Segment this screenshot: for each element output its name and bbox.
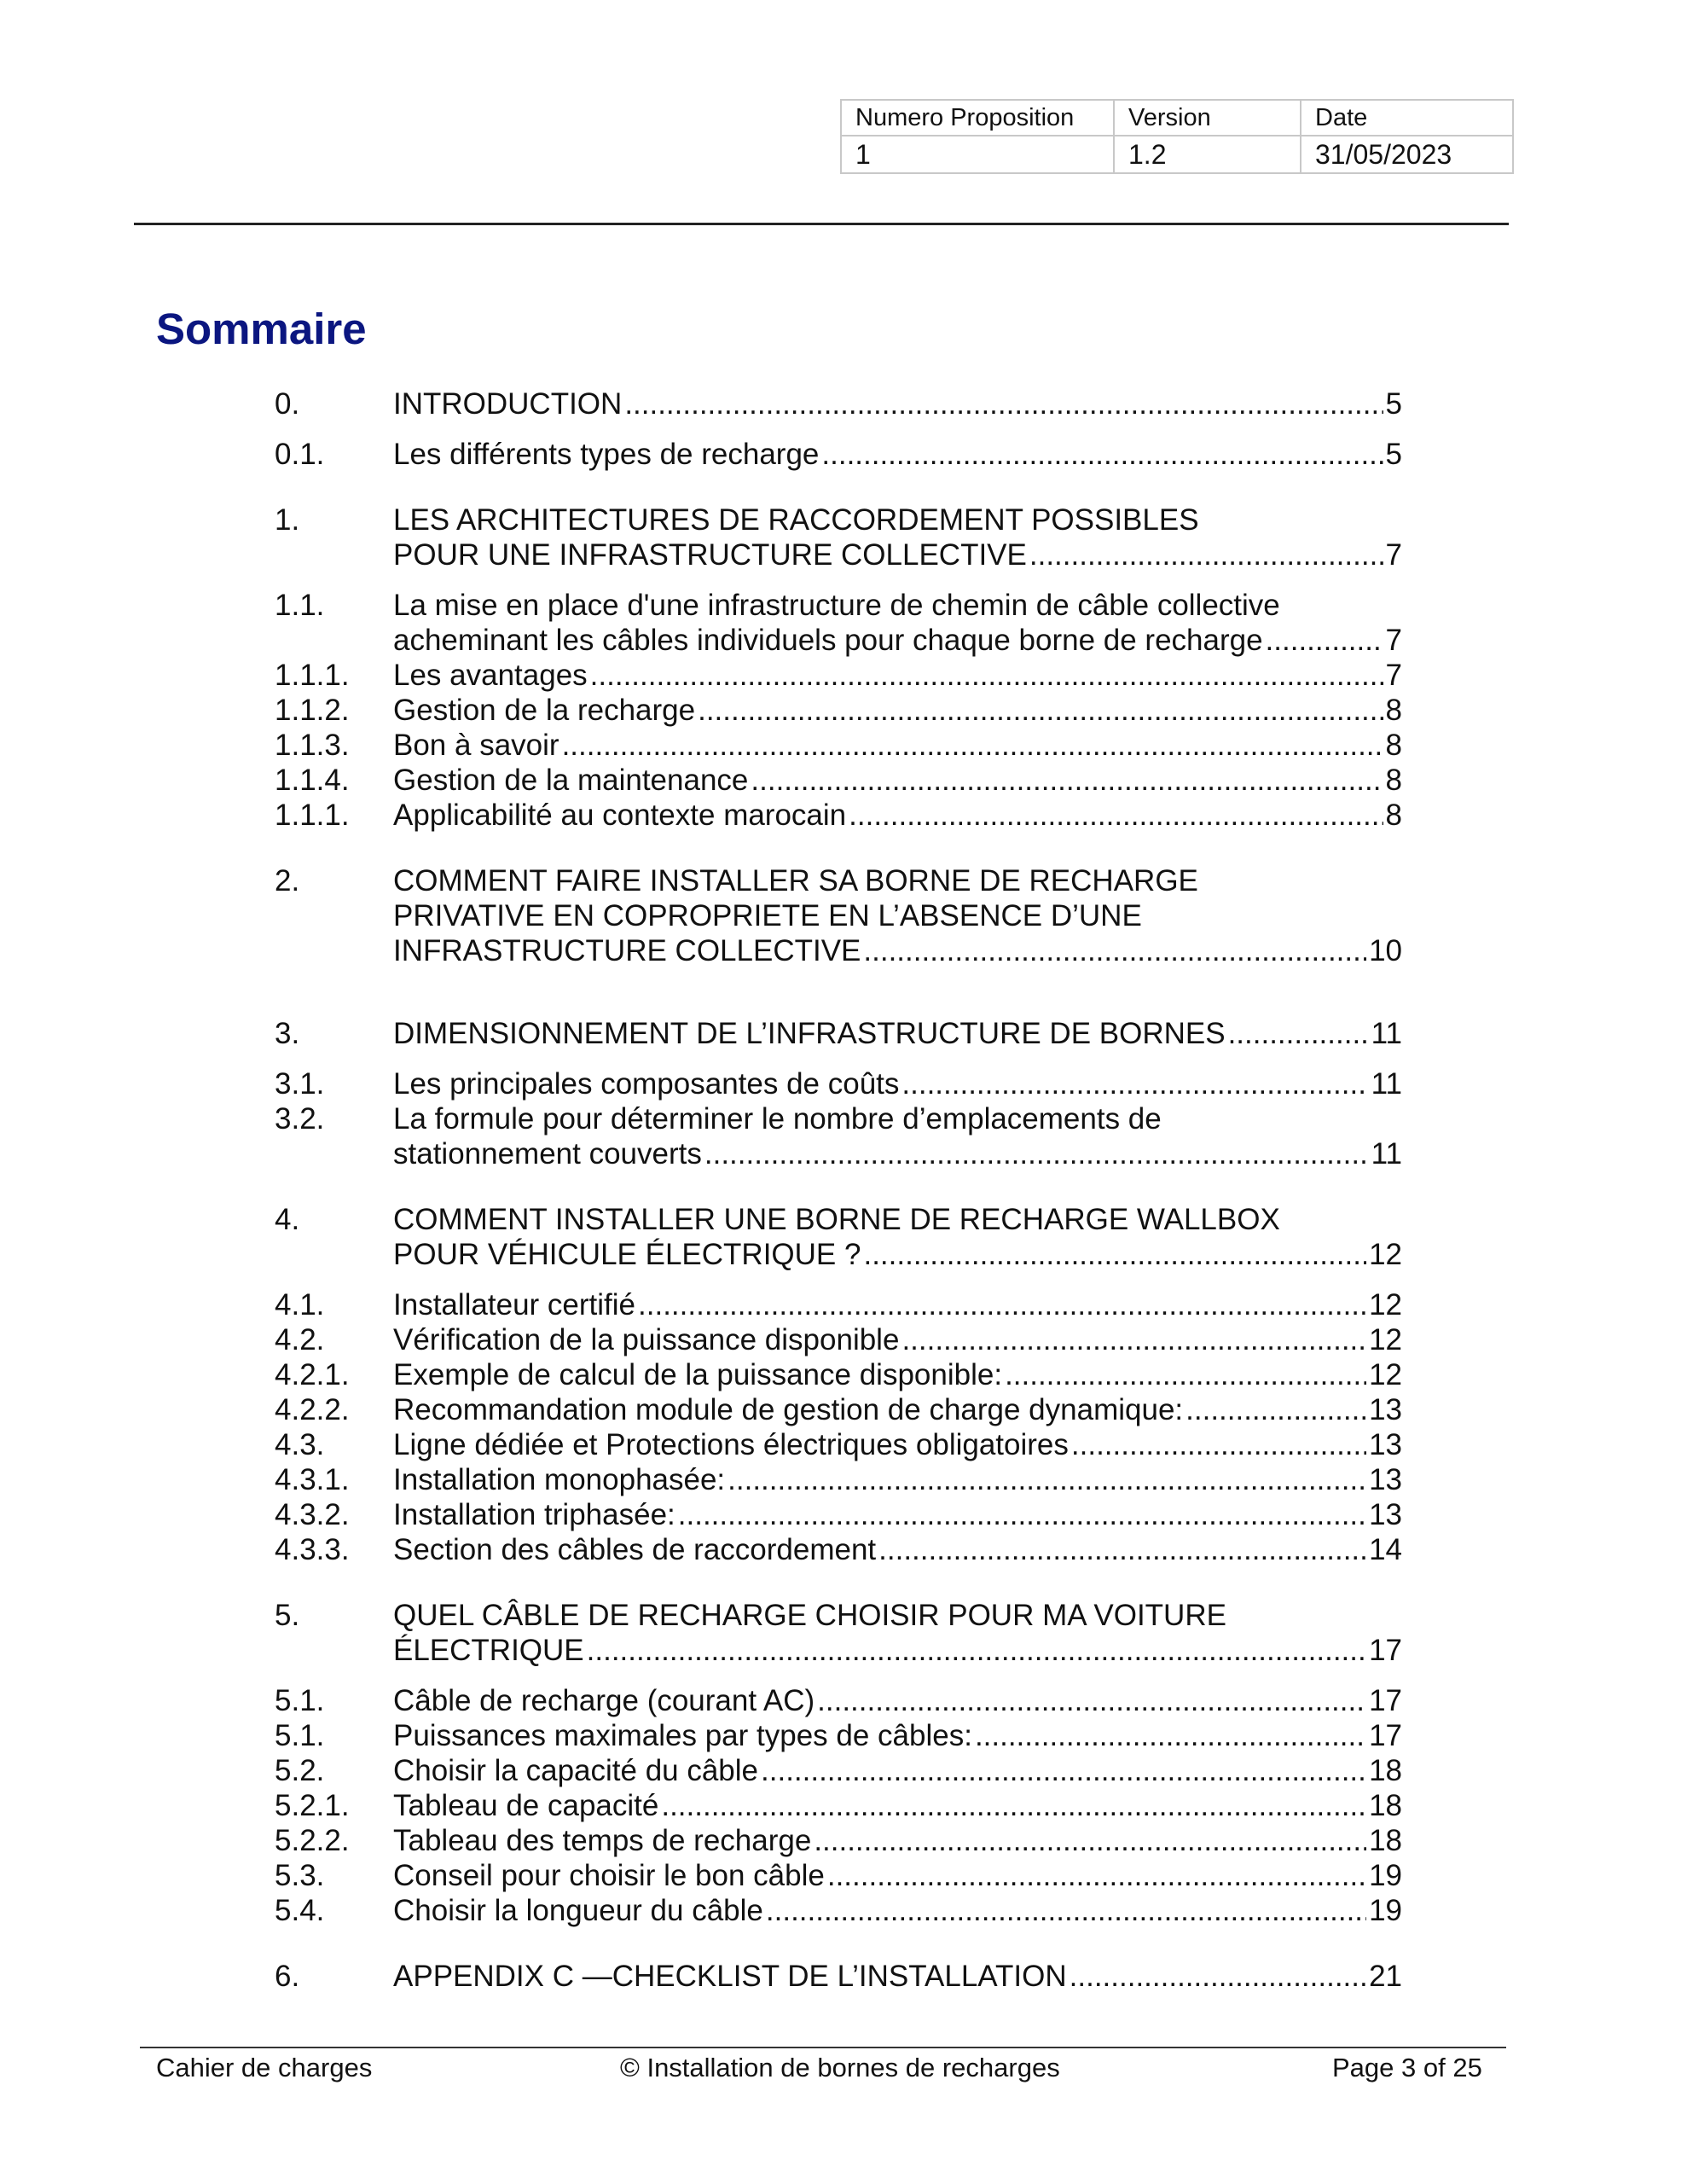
toc-entry[interactable] xyxy=(275,386,1402,421)
toc-leader-dots xyxy=(863,1237,1366,1272)
toc-entry-text: Installateur certifié xyxy=(393,1288,636,1321)
date-value: 31/05/2023 xyxy=(1301,136,1513,173)
table-of-contents xyxy=(275,386,1402,1994)
toc-entry-text: Choisir la longueur du câble xyxy=(393,1894,763,1927)
toc-entry[interactable] xyxy=(275,1016,1402,1051)
toc-entry-page: 13 xyxy=(1369,1498,1402,1531)
toc-entry-number: 5.2. xyxy=(275,1754,325,1787)
toc-leader-dots xyxy=(638,1287,1366,1322)
toc-entry[interactable] xyxy=(275,658,1402,693)
toc-entry-page: 7 xyxy=(1385,659,1402,692)
toc-entry-page: 12 xyxy=(1369,1288,1402,1321)
toc-leader-dots xyxy=(766,1893,1366,1928)
toc-leader-dots xyxy=(587,1633,1366,1668)
toc-entry-number: 3. xyxy=(275,1017,300,1050)
toc-entry-text: Puissances maximales par types de câbles: xyxy=(393,1719,972,1752)
proposition-info-table xyxy=(840,99,1514,174)
toc-entry-page: 5 xyxy=(1385,387,1402,421)
toc-leader-dots xyxy=(878,1532,1366,1567)
toc-entry-page: 11 xyxy=(1371,1137,1402,1170)
toc-entry-page: 8 xyxy=(1385,764,1402,797)
toc-entry-number: 5.1. xyxy=(275,1684,325,1717)
toc-entry[interactable] xyxy=(275,502,1402,572)
toc-leader-dots xyxy=(751,763,1383,798)
toc-entry-text: Recommandation module de gestion de charge dynamique: xyxy=(393,1393,1184,1426)
toc-entry-text: Gestion de la recharge xyxy=(393,694,696,727)
toc-entry-number: 4.2.2. xyxy=(275,1393,350,1426)
toc-entry[interactable] xyxy=(275,1066,1402,1101)
toc-entry-number: 1.1.3. xyxy=(275,729,350,762)
toc-entry-number: 0.1. xyxy=(275,438,325,471)
toc-entry-number: 1.1.1. xyxy=(275,799,350,832)
toc-entry[interactable] xyxy=(275,1718,1402,1753)
toc-entry-page: 7 xyxy=(1385,624,1402,657)
toc-entry-page: 5 xyxy=(1385,438,1402,471)
toc-entry-page: 14 xyxy=(1369,1533,1402,1566)
toc-entry-number: 6. xyxy=(275,1960,300,1993)
toc-entry-text: Installation triphasée: xyxy=(393,1498,675,1531)
toc-entry[interactable] xyxy=(275,798,1402,833)
toc-entry-page: 8 xyxy=(1385,799,1402,832)
toc-entry-text: POUR UNE INFRASTRUCTURE COLLECTIVE xyxy=(393,538,1027,572)
toc-leader-dots xyxy=(817,1683,1366,1718)
toc-entry-page: 17 xyxy=(1369,1684,1402,1717)
toc-leader-dots xyxy=(901,1066,1368,1101)
toc-entry-number: 1.1.2. xyxy=(275,694,350,727)
toc-entry[interactable] xyxy=(275,693,1402,728)
toc-entry[interactable] xyxy=(275,763,1402,798)
toc-entry-text: La mise en place d'une infrastructure de chemin de câble collective xyxy=(393,589,1280,622)
toc-entry-page: 13 xyxy=(1369,1393,1402,1426)
toc-entry[interactable] xyxy=(275,1893,1402,1928)
toc-leader-dots xyxy=(1228,1016,1369,1051)
toc-leader-dots xyxy=(901,1322,1366,1357)
toc-entry[interactable] xyxy=(275,1202,1402,1272)
toc-entry-number: 4.3.1. xyxy=(275,1463,350,1496)
toc-leader-dots xyxy=(1186,1392,1366,1427)
toc-entry-number: 1.1.4. xyxy=(275,764,350,797)
toc-entry-page: 11 xyxy=(1371,1017,1402,1050)
toc-entry[interactable] xyxy=(275,588,1402,658)
toc-entry-text: ÉLECTRIQUE xyxy=(393,1634,584,1667)
header-divider xyxy=(134,223,1509,225)
toc-entry[interactable] xyxy=(275,1357,1402,1392)
toc-leader-dots xyxy=(590,658,1383,693)
toc-entry[interactable] xyxy=(275,437,1402,472)
toc-entry-text: PRIVATIVE EN COPROPRIETE EN L’ABSENCE D’UNE xyxy=(393,899,1142,932)
toc-entry-number: 5.2.1. xyxy=(275,1789,350,1822)
toc-entry[interactable] xyxy=(275,1497,1402,1532)
footer-center: © Installation de bornes de recharges xyxy=(620,2053,1060,2082)
toc-leader-dots xyxy=(1071,1427,1366,1462)
toc-entry-page: 17 xyxy=(1369,1634,1402,1667)
toc-entry[interactable] xyxy=(275,863,1402,968)
toc-leader-dots xyxy=(827,1858,1366,1893)
toc-entry[interactable] xyxy=(275,1532,1402,1567)
toc-entry-text: POUR VÉHICULE ÉLECTRIQUE ? xyxy=(393,1238,861,1271)
toc-entry-text: Tableau des temps de recharge xyxy=(393,1824,812,1857)
toc-entry[interactable] xyxy=(275,1427,1402,1462)
toc-entry-page: 21 xyxy=(1369,1960,1402,1993)
toc-entry-text: acheminant les câbles individuels pour chaque borne de recharge xyxy=(393,624,1263,657)
toc-entry-number: 4.3. xyxy=(275,1428,325,1461)
proposition-value: 1 xyxy=(841,136,1114,173)
version-value: 1.2 xyxy=(1114,136,1301,173)
toc-entry-number: 1. xyxy=(275,503,300,537)
toc-entry-number: 4. xyxy=(275,1203,300,1236)
toc-entry-number: 5. xyxy=(275,1599,300,1632)
toc-leader-dots xyxy=(661,1788,1366,1823)
toc-entry-page: 10 xyxy=(1369,934,1402,967)
toc-entry-text: COMMENT INSTALLER UNE BORNE DE RECHARGE WALLBOX xyxy=(393,1203,1280,1236)
toc-entry-text: La formule pour déterminer le nombre d’emplacements de xyxy=(393,1102,1162,1136)
toc-entry-text: Ligne dédiée et Protections électriques obligatoires xyxy=(393,1428,1069,1461)
toc-entry-text: stationnement couverts xyxy=(393,1137,702,1170)
toc-leader-dots xyxy=(678,1497,1366,1532)
toc-entry-text: INFRASTRUCTURE COLLECTIVE xyxy=(393,934,861,967)
toc-entry-number: 3.1. xyxy=(275,1067,325,1101)
toc-entry-text: Section des câbles de raccordement xyxy=(393,1533,877,1566)
toc-entry-page: 12 xyxy=(1369,1323,1402,1356)
toc-entry-page: 13 xyxy=(1369,1463,1402,1496)
toc-entry-page: 7 xyxy=(1385,538,1402,572)
toc-entry-page: 18 xyxy=(1369,1754,1402,1787)
toc-entry[interactable] xyxy=(275,1788,1402,1823)
toc-entry-text: Bon à savoir xyxy=(393,729,559,762)
toc-entry-page: 18 xyxy=(1369,1789,1402,1822)
toc-entry-text: APPENDIX C —CHECKLIST DE L’INSTALLATION xyxy=(393,1960,1067,1993)
footer-divider xyxy=(140,2047,1506,2048)
toc-entry-text: LES ARCHITECTURES DE RACCORDEMENT POSSIBLES xyxy=(393,503,1199,537)
toc-entry[interactable] xyxy=(275,1823,1402,1858)
toc-entry[interactable] xyxy=(275,1287,1402,1322)
toc-entry-page: 13 xyxy=(1369,1428,1402,1461)
toc-entry-text: Gestion de la maintenance xyxy=(393,764,749,797)
toc-entry[interactable] xyxy=(275,1753,1402,1788)
toc-leader-dots xyxy=(975,1718,1366,1753)
toc-entry[interactable] xyxy=(275,1959,1402,1994)
toc-leader-dots xyxy=(1029,537,1383,572)
toc-leader-dots xyxy=(761,1753,1366,1788)
toc-entry-page: 12 xyxy=(1369,1238,1402,1271)
toc-leader-dots xyxy=(698,693,1383,728)
toc-entry-text: QUEL CÂBLE DE RECHARGE CHOISIR POUR MA VOITURE xyxy=(393,1599,1226,1632)
toc-entry-text: Tableau de capacité xyxy=(393,1789,659,1822)
toc-entry-number: 1.1. xyxy=(275,589,325,622)
toc-leader-dots xyxy=(814,1823,1366,1858)
toc-leader-dots xyxy=(1266,623,1383,658)
page-title: Sommaire xyxy=(156,305,367,353)
toc-entry-text: COMMENT FAIRE INSTALLER SA BORNE DE RECHARGE xyxy=(393,864,1198,897)
toc-entry-page: 11 xyxy=(1371,1067,1402,1101)
toc-entry[interactable] xyxy=(275,1101,1402,1171)
version-label: Version xyxy=(1114,100,1301,136)
toc-entry[interactable] xyxy=(275,1322,1402,1357)
toc-entry-text: Les avantages xyxy=(393,659,588,692)
toc-entry-text: Conseil pour choisir le bon câble xyxy=(393,1859,825,1892)
toc-entry-page: 8 xyxy=(1385,729,1402,762)
date-label: Date xyxy=(1301,100,1513,136)
toc-entry-page: 19 xyxy=(1369,1859,1402,1892)
toc-entry-text: Exemple de calcul de la puissance disponible: xyxy=(393,1358,1003,1391)
toc-entry-number: 5.2.2. xyxy=(275,1824,350,1857)
toc-entry-text: Applicabilité au contexte marocain xyxy=(393,799,847,832)
toc-entry-text: DIMENSIONNEMENT DE L’INFRASTRUCTURE DE BORNES xyxy=(393,1017,1226,1050)
toc-entry-text: INTRODUCTION xyxy=(393,387,623,421)
toc-entry-number: 4.3.3. xyxy=(275,1533,350,1566)
footer-left: Cahier de charges xyxy=(156,2053,373,2082)
toc-entry-page: 8 xyxy=(1385,694,1402,727)
toc-entry-page: 17 xyxy=(1369,1719,1402,1752)
toc-entry-text: Câble de recharge (courant AC) xyxy=(393,1684,815,1717)
toc-entry[interactable] xyxy=(275,1462,1402,1497)
toc-entry[interactable] xyxy=(275,1598,1402,1668)
toc-leader-dots xyxy=(863,933,1366,968)
toc-entry-text: Installation monophasée: xyxy=(393,1463,726,1496)
toc-entry-number: 3.2. xyxy=(275,1102,325,1136)
toc-entry-number: 5.1. xyxy=(275,1719,325,1752)
toc-entry-text: Vérification de la puissance disponible xyxy=(393,1323,900,1356)
toc-entry-number: 4.1. xyxy=(275,1288,325,1321)
toc-entry-number: 5.4. xyxy=(275,1894,325,1927)
toc-leader-dots xyxy=(704,1136,1369,1171)
toc-entry-page: 18 xyxy=(1369,1824,1402,1857)
proposition-label: Numero Proposition xyxy=(841,100,1114,136)
toc-entry-text: Les principales composantes de coûts xyxy=(393,1067,900,1101)
toc-leader-dots xyxy=(1005,1357,1366,1392)
toc-leader-dots xyxy=(728,1462,1366,1497)
toc-entry-number: 4.2.1. xyxy=(275,1358,350,1391)
toc-leader-dots xyxy=(821,437,1383,472)
toc-entry-text: Choisir la capacité du câble xyxy=(393,1754,759,1787)
toc-entry-number: 0. xyxy=(275,387,300,421)
toc-entry-number: 4.2. xyxy=(275,1323,325,1356)
toc-entry-page: 19 xyxy=(1369,1894,1402,1927)
toc-entry[interactable] xyxy=(275,1858,1402,1893)
toc-entry-page: 12 xyxy=(1369,1358,1402,1391)
toc-entry[interactable] xyxy=(275,728,1402,763)
toc-entry-number: 4.3.2. xyxy=(275,1498,350,1531)
toc-leader-dots xyxy=(849,798,1383,833)
toc-leader-dots xyxy=(624,386,1383,421)
toc-entry-text: Les différents types de recharge xyxy=(393,438,820,471)
toc-leader-dots xyxy=(562,728,1383,763)
toc-entry-number: 1.1.1. xyxy=(275,659,350,692)
toc-leader-dots xyxy=(1070,1959,1366,1994)
toc-entry-number: 2. xyxy=(275,864,300,897)
toc-entry[interactable] xyxy=(275,1392,1402,1427)
toc-entry[interactable] xyxy=(275,1683,1402,1718)
toc-entry-number: 5.3. xyxy=(275,1859,325,1892)
footer-page-number: Page 3 of 25 xyxy=(1332,2053,1482,2082)
